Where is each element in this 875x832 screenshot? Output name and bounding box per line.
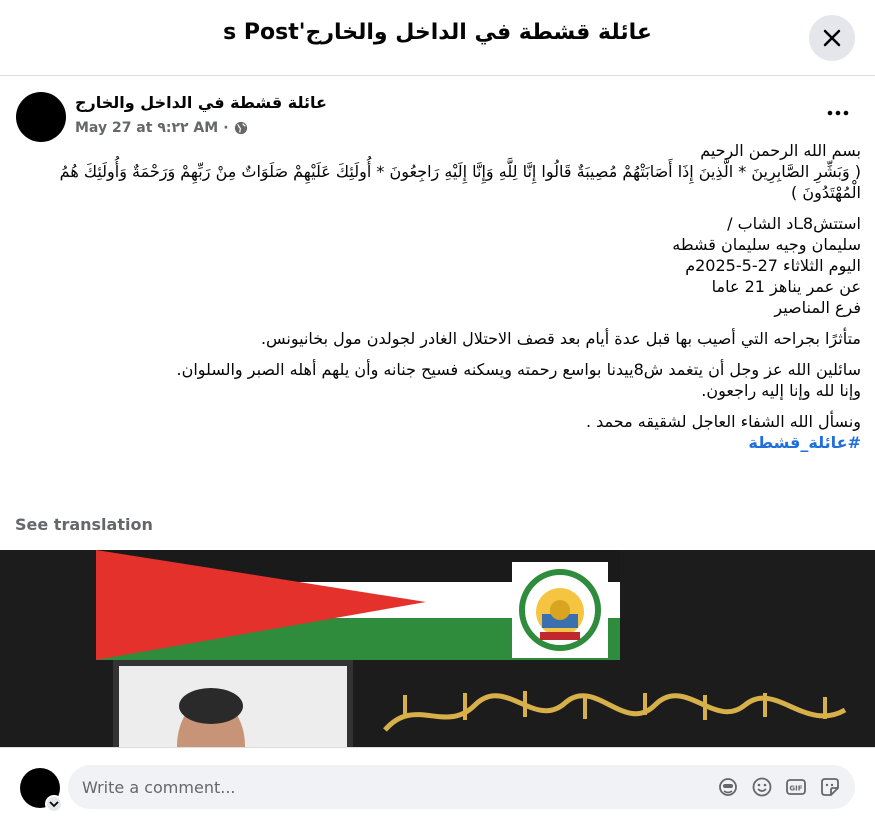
post-photo[interactable] bbox=[0, 550, 875, 747]
chevron-down-icon bbox=[49, 800, 59, 808]
post-paragraph: ( وَبَشِّرِ الصَّابِرِينَ * الَّذِينَ إِذَا أَصَابَتْهُمْ مُصِيبَةٌ قَالُوا إِنَّا لِلَّهِ وَإِنَّا إِلَيْهِ رَاجِعُونَ * أُولَئِكَ عَلَيْهِمْ صَلَوَاتٌ مِنْ رَبِّهِمْ وَرَحْمَةٌ وَأُولَئِكَ هُمُ الْمُهْتَدُونَ ) bbox=[59, 162, 861, 202]
avatar-sticker-button[interactable] bbox=[717, 776, 739, 798]
post-paragraph: سليمان وجيه سليمان قشطه bbox=[672, 235, 861, 254]
post-body bbox=[16, 140, 861, 453]
post-header bbox=[0, 76, 875, 136]
portrait-photo bbox=[113, 660, 353, 747]
avatar-icon bbox=[717, 776, 739, 798]
calligraphy-banner-image bbox=[375, 675, 855, 745]
paragraph-spacer bbox=[16, 203, 861, 213]
close-button[interactable] bbox=[809, 15, 855, 61]
meta-separator: · bbox=[223, 120, 229, 136]
page-title: عائلة قشطة في الداخل والخارج's Post bbox=[223, 20, 652, 45]
post-date[interactable]: May 27 at ٩:٢٢ AM bbox=[75, 120, 219, 136]
post-paragraph: ونسأل الله الشفاء العاجل لشقيقه محمد . bbox=[585, 412, 861, 431]
hashtag-link[interactable]: #عائلة_قشطة bbox=[748, 433, 861, 452]
author-avatar[interactable] bbox=[16, 92, 66, 142]
paragraph-spacer bbox=[16, 349, 861, 359]
globe-icon[interactable] bbox=[234, 121, 248, 135]
comment-composer bbox=[0, 747, 875, 832]
more-icon bbox=[827, 110, 849, 116]
author-name[interactable]: عائلة قشطة في الداخل والخارج bbox=[75, 93, 327, 112]
post-paragraphs bbox=[16, 140, 861, 432]
see-translation-link[interactable]: See translation bbox=[15, 515, 153, 534]
sticker-button[interactable] bbox=[819, 776, 841, 798]
post-paragraph: سائلين الله عز وجل أن يتغمد ش8ييدنا بواسع رحمته ويسكنه فسيح جنانه وأن يلهم أهله الصبر والسلوان. bbox=[176, 360, 861, 379]
comment-tools bbox=[717, 776, 841, 798]
post-paragraph: فرع المناصير bbox=[774, 298, 861, 317]
emoji-icon bbox=[751, 776, 773, 798]
gif-icon bbox=[785, 776, 807, 798]
avatar-switch-button[interactable] bbox=[45, 795, 63, 813]
more-options-button[interactable] bbox=[823, 98, 853, 128]
post-meta bbox=[75, 120, 248, 136]
post-paragraph: اليوم الثلاثاء 27-5-2025م bbox=[685, 256, 861, 275]
post-paragraph: عن عمر يناهز 21 عاما bbox=[711, 277, 861, 296]
close-icon bbox=[822, 28, 842, 48]
dialog-header bbox=[0, 0, 875, 76]
post-paragraph: متأثرًا بجراحه التي أصيب بها قبل عدة أيام بعد قصف الاحتلال الغادر لجولدن مول بخانيونس. bbox=[260, 329, 861, 348]
post-paragraph: بسم الله الرحمن الرحيم bbox=[700, 141, 861, 160]
post-paragraph: استتش8ـاد الشاب / bbox=[727, 214, 861, 233]
gif-button[interactable] bbox=[785, 776, 807, 798]
emoji-button[interactable] bbox=[751, 776, 773, 798]
paragraph-spacer bbox=[16, 318, 861, 328]
svg-text:GIF: GIF bbox=[789, 784, 803, 793]
sticker-icon bbox=[819, 776, 841, 798]
comment-placeholder: Write a comment... bbox=[82, 777, 236, 797]
emblem-logo-image bbox=[512, 562, 608, 658]
paragraph-spacer bbox=[16, 401, 861, 411]
post-paragraph: وإنا لله وإنا إليه راجعون. bbox=[701, 381, 861, 400]
